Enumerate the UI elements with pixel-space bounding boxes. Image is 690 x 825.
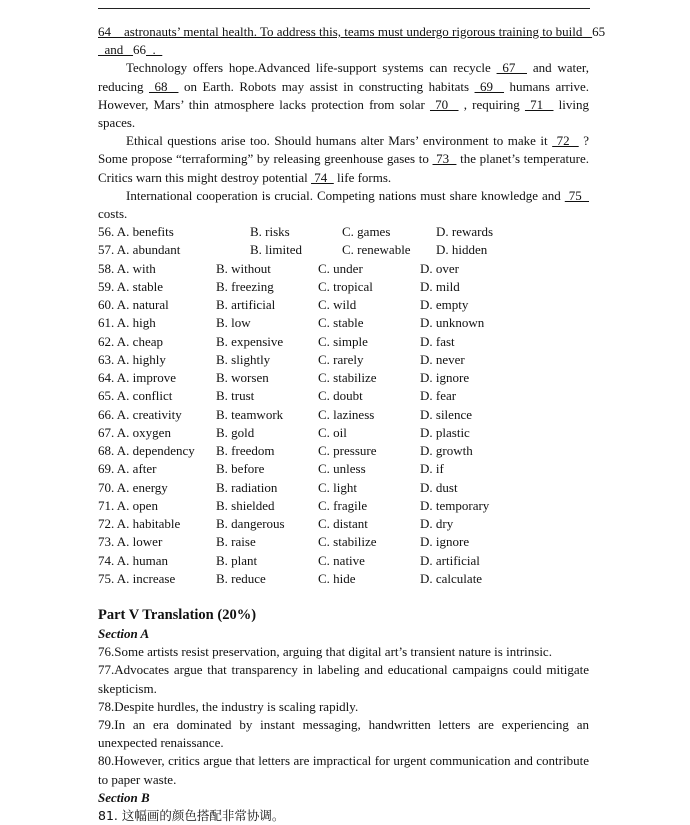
option-b: B. raise xyxy=(216,534,256,550)
option-row xyxy=(98,442,589,460)
blank-number: astronauts’ mental health. To address this, teams must undergo rigorous training to build xyxy=(117,24,593,39)
option-b: B. teamwork xyxy=(216,406,284,422)
passage-text: life forms. xyxy=(333,169,392,185)
option-b: B. freezing xyxy=(216,278,274,294)
option-b: B. expensive xyxy=(216,333,284,349)
passage-paragraph xyxy=(98,187,589,223)
option-d: D. fast xyxy=(420,333,455,349)
option-b: B. slightly xyxy=(216,351,271,367)
option-a: 73. A. lower xyxy=(98,534,163,550)
section-a-heading: Section A xyxy=(98,626,150,642)
option-c: C. wild xyxy=(318,297,357,313)
option-d: D. dust xyxy=(420,479,458,495)
option-row xyxy=(98,460,589,478)
option-a: 59. A. stable xyxy=(98,278,163,294)
option-row xyxy=(98,424,589,442)
translation-item: 76.Some artists resist preservation, arguing that digital art’s transient nature is intrinsic. xyxy=(98,644,552,660)
passage-paragraph xyxy=(98,59,589,132)
option-c: C. oil xyxy=(318,424,347,440)
option-d: D. never xyxy=(420,351,465,367)
option-a: 65. A. conflict xyxy=(98,388,173,404)
passage-text: the planet’s temperature. Critics warn this might destroy potential xyxy=(98,151,589,185)
option-row xyxy=(98,223,589,241)
option-row xyxy=(98,533,589,551)
option-c: C. tropical xyxy=(318,278,373,294)
passage-text: Technology offers hope.Advanced life-support systems can recycle xyxy=(126,60,497,76)
option-b: B. worsen xyxy=(216,370,269,386)
option-b: B. plant xyxy=(216,552,258,568)
option-row xyxy=(98,351,589,369)
blank-number: 73 xyxy=(432,151,457,167)
option-row xyxy=(98,296,589,314)
option-a: 68. A. dependency xyxy=(98,443,195,459)
option-a: 70. A. energy xyxy=(98,479,168,495)
option-c: C. stabilize xyxy=(318,370,377,386)
option-row xyxy=(98,479,589,497)
option-row xyxy=(98,260,589,278)
option-b: B. artificial xyxy=(216,297,276,313)
option-a: 57. A. abundant xyxy=(98,242,181,258)
option-row xyxy=(98,333,589,351)
option-row xyxy=(98,406,589,424)
option-b: B. risks xyxy=(250,224,290,240)
option-a: 61. A. high xyxy=(98,315,156,331)
option-d: D. ignore xyxy=(420,534,470,550)
cloze-passage xyxy=(98,23,606,223)
option-c: C. native xyxy=(318,552,365,568)
option-a: 69. A. after xyxy=(98,461,157,477)
option-c: C. stabilize xyxy=(318,534,377,550)
blank-number: 74 xyxy=(311,169,334,185)
document-body xyxy=(98,23,606,825)
option-d: D. ignore xyxy=(420,370,470,386)
option-b: B. gold xyxy=(216,424,255,440)
option-a: 75. A. increase xyxy=(98,570,176,586)
passage-text: Ethical questions arise too. Should humans alter Mars’ environment to make it xyxy=(126,133,553,149)
option-c: C. distant xyxy=(318,516,368,532)
blank-number: and xyxy=(98,42,134,58)
option-c: C. games xyxy=(342,224,391,240)
passage-text: on Earth. Robots may assist in constructing habitats xyxy=(178,78,475,94)
option-c: C. rarely xyxy=(318,351,364,367)
option-b: B. dangerous xyxy=(216,516,285,532)
option-c: C. laziness xyxy=(318,406,375,422)
passage-text: 66 xyxy=(133,42,147,58)
passage-text: 65 xyxy=(592,24,606,39)
option-b: B. reduce xyxy=(216,570,266,586)
option-d: D. calculate xyxy=(420,570,483,586)
option-d: D. over xyxy=(420,260,459,276)
option-c: C. unless xyxy=(318,461,366,477)
option-a: 67. A. oxygen xyxy=(98,424,171,440)
passage-text: , requiring xyxy=(458,96,525,112)
option-c: C. hide xyxy=(318,570,356,586)
option-a: 64. A. improve xyxy=(98,370,176,386)
option-c: C. pressure xyxy=(318,443,377,459)
option-c: C. renewable xyxy=(342,242,411,258)
option-d: D. fear xyxy=(420,388,457,404)
option-row xyxy=(98,552,589,570)
option-a: 63. A. highly xyxy=(98,351,166,367)
option-row xyxy=(98,369,589,387)
header-rule xyxy=(98,8,590,9)
option-a: 58. A. with xyxy=(98,260,156,276)
option-row xyxy=(98,278,589,296)
translation-item-81: 81. 这幅画的颜色搭配非常协调。 xyxy=(98,807,285,823)
option-row xyxy=(98,241,589,259)
blank-number: 70 xyxy=(429,96,459,112)
option-a: 56. A. benefits xyxy=(98,224,174,240)
passage-text: and water, reducing xyxy=(98,60,589,94)
blank-number: 72 xyxy=(552,133,579,149)
blank-number: 69 xyxy=(474,78,505,94)
option-b: B. low xyxy=(216,315,251,331)
option-b: B. trust xyxy=(216,388,255,404)
option-a: 60. A. natural xyxy=(98,297,169,313)
option-row xyxy=(98,497,589,515)
option-d: D. silence xyxy=(420,406,472,422)
option-c: C. simple xyxy=(318,333,368,349)
option-d: D. if xyxy=(420,461,444,477)
option-a: 62. A. cheap xyxy=(98,333,163,349)
options-list xyxy=(98,223,589,588)
option-a: 71. A. open xyxy=(98,497,158,513)
option-d: D. plastic xyxy=(420,424,470,440)
option-d: D. empty xyxy=(420,297,469,313)
translation-item: 78.Despite hurdles, the industry is scaling rapidly. xyxy=(98,698,359,714)
blank-number: 64 xyxy=(98,24,118,39)
option-d: D. temporary xyxy=(420,497,490,513)
option-b: B. limited xyxy=(250,242,302,258)
translation-item: 79.In an era dominated by instant messaging, handwritten letters are experiencing an unexpected renaissance. xyxy=(98,717,589,751)
passage-text: International cooperation is crucial. Competing nations must share knowledge and xyxy=(126,187,565,203)
option-row xyxy=(98,387,589,405)
option-a: 66. A. creativity xyxy=(98,406,182,422)
section-b-heading: Section B xyxy=(98,789,150,805)
option-b: B. radiation xyxy=(216,479,278,495)
passage-paragraph xyxy=(98,132,589,187)
option-d: D. mild xyxy=(420,278,460,294)
option-d: D. unknown xyxy=(420,315,485,331)
option-a: 74. A. human xyxy=(98,552,169,568)
passage-text: costs. xyxy=(98,206,128,222)
blank-number: . xyxy=(146,42,163,58)
option-c: C. light xyxy=(318,479,358,495)
option-c: C. stable xyxy=(318,315,364,331)
passage-paragraph xyxy=(98,23,606,59)
option-c: C. doubt xyxy=(318,388,363,404)
option-a: 72. A. habitable xyxy=(98,516,181,532)
translation-item: 77.Advocates argue that transparency in labeling and educational campaigns could mitigate skepticism. xyxy=(98,662,589,696)
blank-number: 67 xyxy=(496,60,527,76)
passage-text: humans arrive. However, Mars’ thin atmosphere lacks protection from solar xyxy=(98,78,590,112)
option-row xyxy=(98,515,589,533)
option-row xyxy=(98,314,589,332)
blank-number: 71 xyxy=(524,96,554,112)
translation-item: 80.However, critics argue that letters are impractical for urgent communication and contribute to paper waste. xyxy=(98,753,589,787)
translation-items xyxy=(98,643,589,789)
blank-number: 75 xyxy=(564,187,590,203)
option-d: D. rewards xyxy=(436,224,494,240)
option-c: C. under xyxy=(318,260,363,276)
option-b: B. freedom xyxy=(216,443,275,459)
option-d: D. growth xyxy=(420,443,473,459)
option-b: B. before xyxy=(216,461,265,477)
passage-text: ? Some propose “terraforming” by releasing greenhouse gases to xyxy=(98,133,589,167)
part-title: Part V Translation (20%) xyxy=(98,607,257,624)
option-d: D. hidden xyxy=(436,242,488,258)
option-b: B. shielded xyxy=(216,497,275,513)
option-d: D. dry xyxy=(420,516,454,532)
option-c: C. fragile xyxy=(318,497,368,513)
option-b: B. without xyxy=(216,260,271,276)
blank-number: 68 xyxy=(148,78,179,94)
option-row xyxy=(98,570,589,588)
option-d: D. artificial xyxy=(420,552,480,568)
passage-text: living spaces. xyxy=(98,96,589,131)
